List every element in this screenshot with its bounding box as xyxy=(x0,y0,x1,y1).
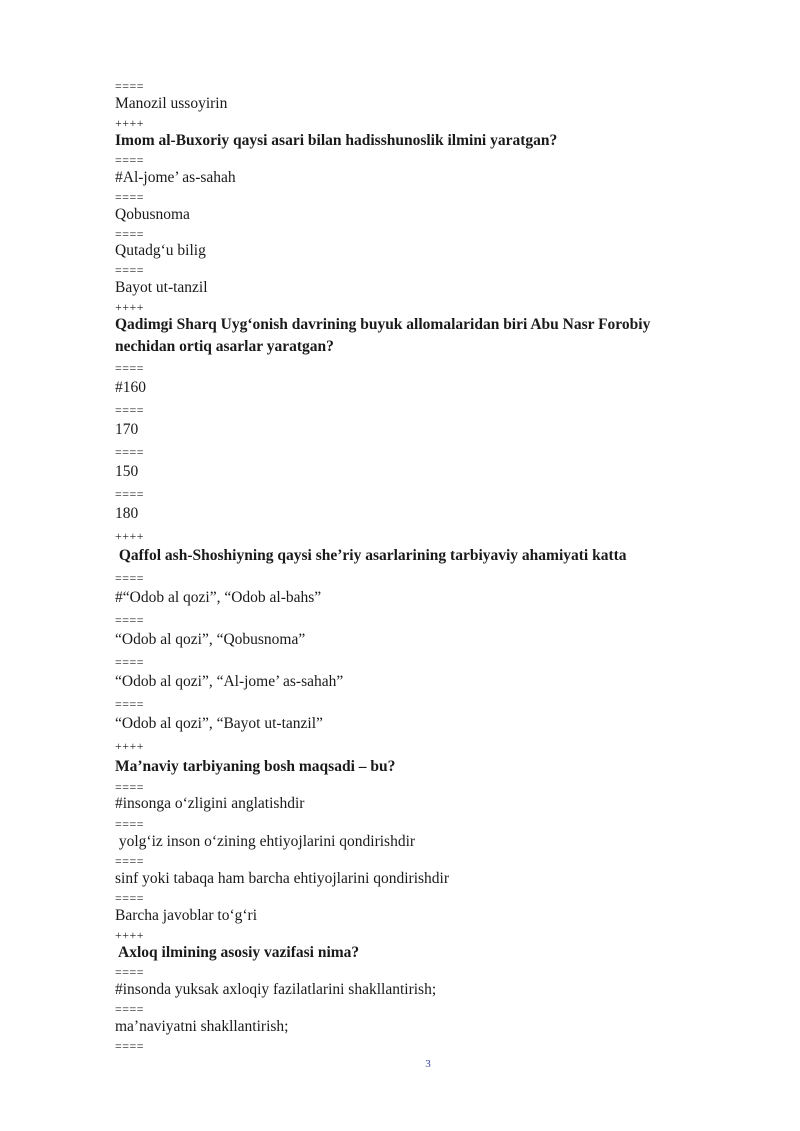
question-text: nechidan ortiq asarlar yaratgan? xyxy=(115,338,334,355)
answer-option: ma’naviyatni shakllantirish; xyxy=(115,1018,289,1035)
answer-option: “Odob al qozi”, “Qobusnoma” xyxy=(115,631,306,648)
question-marker: ++++ xyxy=(115,116,145,130)
separator: ==== xyxy=(115,965,145,979)
correct-answer: #160 xyxy=(115,379,146,396)
separator: ==== xyxy=(115,79,145,93)
question-text: Ma’naviy tarbiyaning bosh maqsadi – bu? xyxy=(115,758,396,775)
question-marker: ++++ xyxy=(115,300,145,314)
question-marker: ++++ xyxy=(115,529,145,543)
separator: ==== xyxy=(115,403,145,417)
answer-option: “Odob al qozi”, “Bayot ut-tanzil” xyxy=(115,715,323,732)
separator: ==== xyxy=(115,263,145,277)
answer-option: “Odob al qozi”, “Al-jome’ as-sahah” xyxy=(115,673,344,690)
question-text: Imom al-Buxoriy qaysi asari bilan hadisshunoslik ilmini yaratgan? xyxy=(115,132,558,149)
question-marker: ++++ xyxy=(115,928,145,942)
separator: ==== xyxy=(115,445,145,459)
page-number: 3 xyxy=(425,1058,431,1070)
answer-option: Qutadg‘u bilig xyxy=(115,242,206,259)
correct-answer: #“Odob al qozi”, “Odob al-bahs” xyxy=(115,589,322,606)
question-text: Qadimgi Sharq Uyg‘onish davrining buyuk allomalaridan biri Abu Nasr Forobiy xyxy=(115,316,651,333)
answer-option: yolg‘iz inson o‘zining ehtiyojlarini qondirishdir xyxy=(115,833,416,850)
correct-answer: #insonda yuksak axloqiy fazilatlarini shakllantirish; xyxy=(115,981,437,998)
separator: ==== xyxy=(115,1002,145,1016)
separator: ==== xyxy=(115,697,145,711)
separator: ==== xyxy=(115,361,145,375)
separator: ==== xyxy=(115,817,145,831)
separator: ==== xyxy=(115,571,145,585)
answer-option: Manozil ussoyirin xyxy=(115,95,228,112)
separator: ==== xyxy=(115,613,145,627)
separator: ==== xyxy=(115,487,145,501)
answer-option: 150 xyxy=(115,463,139,480)
answer-option: Bayot ut-tanzil xyxy=(115,279,208,296)
separator: ==== xyxy=(115,891,145,905)
separator: ==== xyxy=(115,655,145,669)
correct-answer: #insonga o‘zligini anglatishdir xyxy=(115,795,305,812)
question-text: Axloq ilmining asosiy vazifasi nima? xyxy=(115,944,360,961)
answer-option: 180 xyxy=(115,505,139,522)
question-marker: ++++ xyxy=(115,739,145,753)
answer-option: sinf yoki tabaqa ham barcha ehtiyojlarini qondirishdir xyxy=(115,870,450,887)
separator: ==== xyxy=(115,227,145,241)
separator: ==== xyxy=(115,854,145,868)
correct-answer: #Al-jome’ as-sahah xyxy=(115,169,236,186)
answer-option: Barcha javoblar to‘g‘ri xyxy=(115,907,258,924)
separator: ==== xyxy=(115,780,145,794)
separator: ==== xyxy=(115,153,145,167)
answer-option: Qobusnoma xyxy=(115,206,190,223)
separator: ==== xyxy=(115,190,145,204)
answer-option: 170 xyxy=(115,421,139,438)
separator: ==== xyxy=(115,1039,145,1053)
question-text: Qaffol ash-Shoshiyning qaysi she’riy asarlarining tarbiyaviy ahamiyati katta xyxy=(115,547,627,564)
